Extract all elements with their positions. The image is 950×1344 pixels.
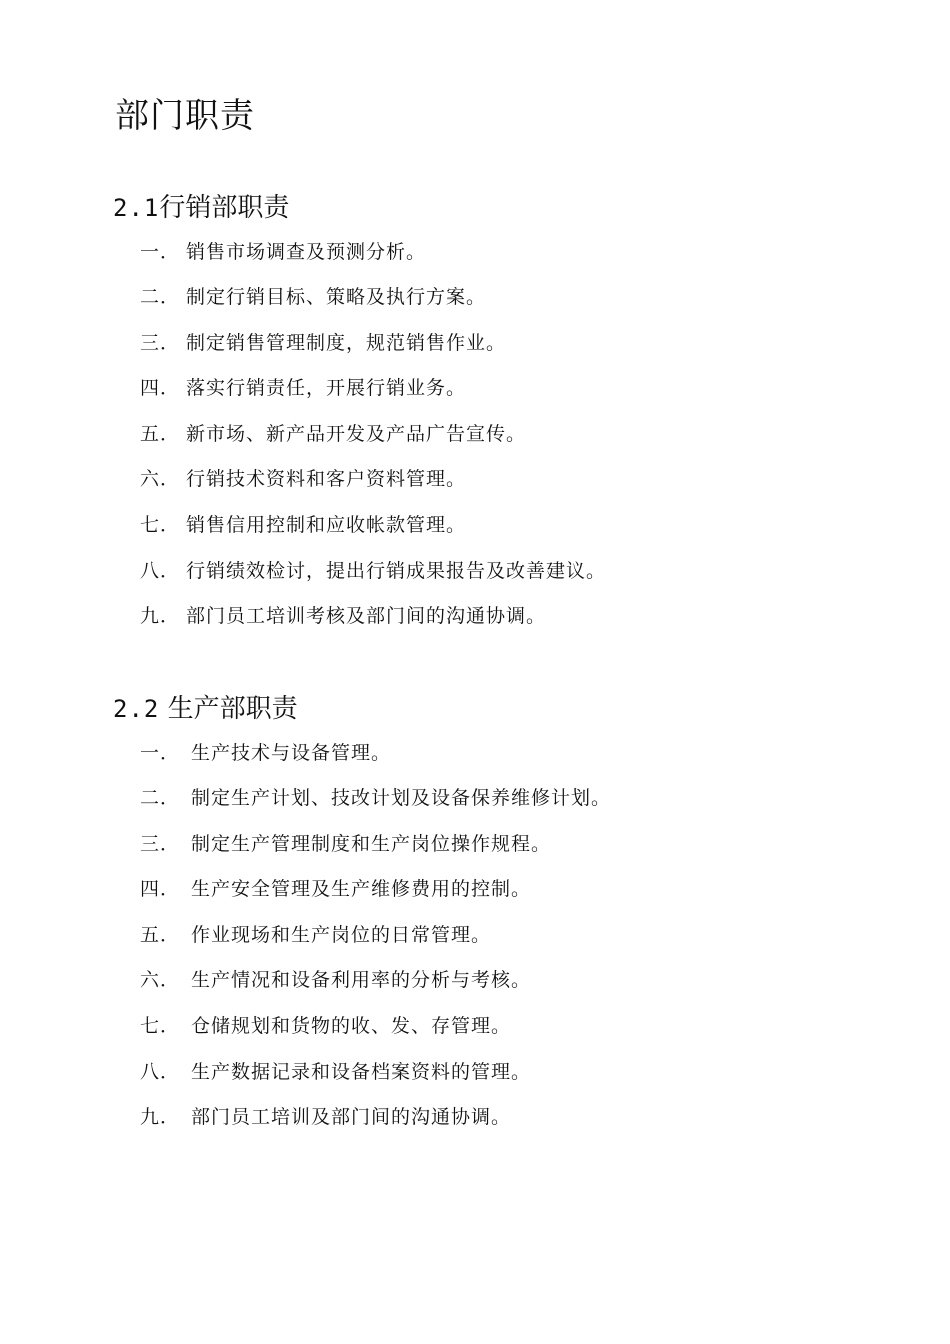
item-number: 七． — [140, 514, 181, 536]
list-item — [140, 464, 466, 494]
list-item — [140, 237, 426, 267]
item-text: 生产安全管理及生产维修费用的控制。 — [191, 878, 532, 900]
list-item — [140, 556, 606, 586]
item-number: 九． — [140, 1106, 181, 1128]
item-number: 一． — [140, 742, 181, 764]
item-text: 生产技术与设备管理。 — [191, 742, 392, 764]
list-item — [140, 829, 551, 859]
section-number: 2.1 — [113, 194, 160, 222]
item-text: 制定生产管理制度和生产岗位操作规程。 — [191, 833, 552, 855]
item-text: 部门员工培训及部门间的沟通协调。 — [191, 1106, 512, 1128]
item-text: 制定销售管理制度，规范销售作业。 — [186, 332, 507, 354]
item-text: 生产情况和设备利用率的分析与考核。 — [191, 969, 532, 991]
list-item — [140, 783, 611, 813]
item-text: 制定生产计划、技改计划及设备保养维修计划。 — [191, 787, 612, 809]
item-text: 作业现场和生产岗位的日常管理。 — [191, 924, 492, 946]
list-item — [140, 328, 506, 358]
item-text: 生产数据记录和设备档案资料的管理。 — [191, 1061, 532, 1083]
item-number: 二． — [140, 286, 181, 308]
item-number: 三． — [140, 332, 181, 354]
item-text: 行销技术资料和客户资料管理。 — [186, 468, 467, 490]
item-text: 行销绩效检讨，提出行销成果报告及改善建议。 — [186, 560, 607, 582]
section-title: 行销部职责 — [159, 193, 290, 223]
item-number: 九． — [140, 605, 181, 627]
item-number: 一． — [140, 241, 181, 263]
item-number: 二． — [140, 787, 181, 809]
item-text: 落实行销责任，开展行销业务。 — [186, 377, 467, 399]
list-item — [140, 920, 491, 950]
item-number: 五． — [140, 924, 181, 946]
list-item — [140, 1011, 511, 1041]
item-number: 六． — [140, 969, 181, 991]
list-item — [140, 738, 391, 768]
list-item — [140, 1057, 531, 1087]
section-number: 2.2 — [113, 695, 160, 723]
page-title: 部门职责 — [115, 96, 255, 136]
section-heading — [113, 190, 289, 226]
item-text: 销售市场调查及预测分析。 — [186, 241, 427, 263]
list-item — [140, 510, 466, 540]
list-item — [140, 965, 531, 995]
list-item — [140, 874, 531, 904]
item-number: 五． — [140, 423, 181, 445]
item-number: 八． — [140, 560, 181, 582]
item-text: 新市场、新产品开发及产品广告宣传。 — [186, 423, 527, 445]
list-item — [140, 601, 546, 631]
item-number: 三． — [140, 833, 181, 855]
item-text: 制定行销目标、策略及执行方案。 — [186, 286, 487, 308]
item-number: 七． — [140, 1015, 181, 1037]
item-text: 仓储规划和货物的收、发、存管理。 — [191, 1015, 512, 1037]
item-number: 六． — [140, 468, 181, 490]
item-text: 销售信用控制和应收帐款管理。 — [186, 514, 467, 536]
section-title: 生产部职责 — [167, 694, 298, 724]
item-number: 四． — [140, 878, 181, 900]
item-text: 部门员工培训考核及部门间的沟通协调。 — [186, 605, 547, 627]
list-item — [140, 373, 466, 403]
section-heading — [113, 691, 298, 727]
list-item — [140, 419, 526, 449]
item-number: 四． — [140, 377, 181, 399]
item-number: 八． — [140, 1061, 181, 1083]
list-item — [140, 282, 486, 312]
list-item — [140, 1102, 511, 1132]
section-gap — [159, 694, 167, 724]
